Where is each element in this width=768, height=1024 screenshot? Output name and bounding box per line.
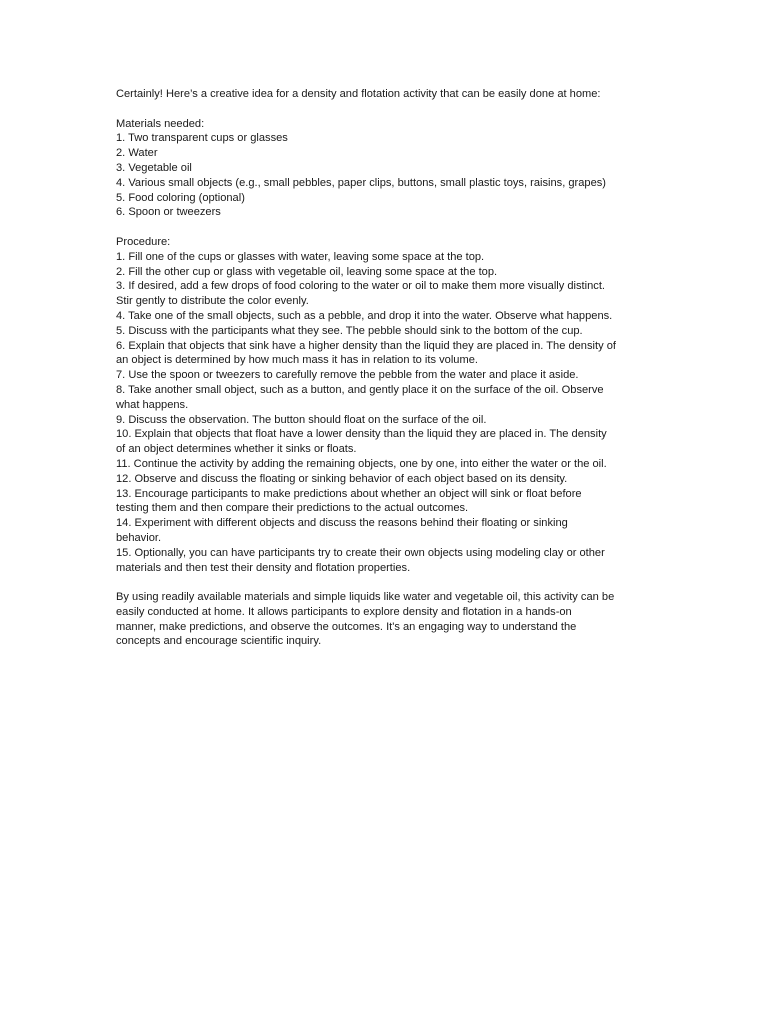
- list-item: 5. Discuss with the participants what they see. The pebble should sink to the bottom of the cup.: [116, 324, 583, 337]
- list-item: 5. Food coloring (optional): [116, 191, 245, 204]
- paragraph-line: easily conducted at home. It allows participants to explore density and flotation in a hands-on: [116, 605, 572, 618]
- list-item: materials and then test their density and flotation properties.: [116, 561, 411, 574]
- list-item: 3. If desired, add a few drops of food coloring to the water or oil to make them more visually distinct.: [116, 280, 605, 293]
- intro-paragraph: Certainly! Here’s a creative idea for a density and flotation activity that can be easily done at home:: [116, 88, 601, 100]
- list-item: 15. Optionally, you can have participants try to create their own objects using modeling clay or other: [116, 546, 605, 559]
- list-item: what happens.: [116, 398, 189, 411]
- list-item: 7. Use the spoon or tweezers to carefully remove the pebble from the water and place it aside.: [116, 369, 579, 382]
- list-item: 10. Explain that objects that float have a lower density than the liquid they are placed in. The density: [116, 428, 607, 441]
- paragraph-gap: [116, 220, 656, 235]
- materials-list: [116, 131, 656, 220]
- list-item: 13. Encourage participants to make predictions about whether an object will sink or float before: [116, 487, 582, 500]
- list-item: 2. Water: [116, 147, 158, 160]
- conclusion-paragraph: [116, 590, 656, 649]
- list-item: 1. Fill one of the cups or glasses with water, leaving some space at the top.: [116, 250, 485, 263]
- list-item: 12. Observe and discuss the floating or sinking behavior of each object based on its density.: [116, 472, 568, 485]
- list-item: behavior.: [116, 531, 162, 544]
- procedure-list: [116, 250, 656, 576]
- list-item: Stir gently to distribute the color evenly.: [116, 295, 309, 308]
- list-item: an object is determined by how much mass it has in relation to its volume.: [116, 354, 478, 367]
- list-item: 8. Take another small object, such as a button, and gently place it on the surface of the oil. Observe: [116, 383, 604, 396]
- paragraph-line: By using readily available materials and simple liquids like water and vegetable oil, this activity can be: [116, 591, 615, 604]
- list-item: 11. Continue the activity by adding the remaining objects, one by one, into either the water or the oil.: [116, 457, 607, 470]
- list-item: 2. Fill the other cup or glass with vegetable oil, leaving some space at the top.: [116, 265, 498, 278]
- paragraph-gap: [116, 102, 656, 117]
- list-item: 4. Take one of the small objects, such as a pebble, and drop it into the water. Observe what happens.: [116, 309, 613, 322]
- list-item: 14. Experiment with different objects and discuss the reasons behind their floating or sinking: [116, 517, 568, 530]
- list-item: 6. Spoon or tweezers: [116, 206, 221, 219]
- list-item: 4. Various small objects (e.g., small pebbles, paper clips, buttons, small plastic toys, raisins, grapes): [116, 176, 606, 189]
- list-item: 9. Discuss the observation. The button should float on the surface of the oil.: [116, 413, 487, 426]
- paragraph-line: concepts and encourage scientific inquiry.: [116, 635, 322, 648]
- document-body: [116, 87, 656, 649]
- list-item: 6. Explain that objects that sink have a higher density than the liquid they are placed in. The density of: [116, 339, 616, 352]
- list-item: of an object determines whether it sinks or floats.: [116, 443, 357, 456]
- list-item: 1. Two transparent cups or glasses: [116, 132, 288, 145]
- materials-heading: Materials needed:: [116, 117, 205, 130]
- list-item: testing them and then compare their predictions to the actual outcomes.: [116, 502, 469, 515]
- paragraph-gap: [116, 575, 656, 590]
- procedure-heading: Procedure:: [116, 235, 171, 248]
- paragraph-line: manner, make predictions, and observe the outcomes. It's an engaging way to understand the: [116, 620, 577, 633]
- list-item: 3. Vegetable oil: [116, 161, 192, 174]
